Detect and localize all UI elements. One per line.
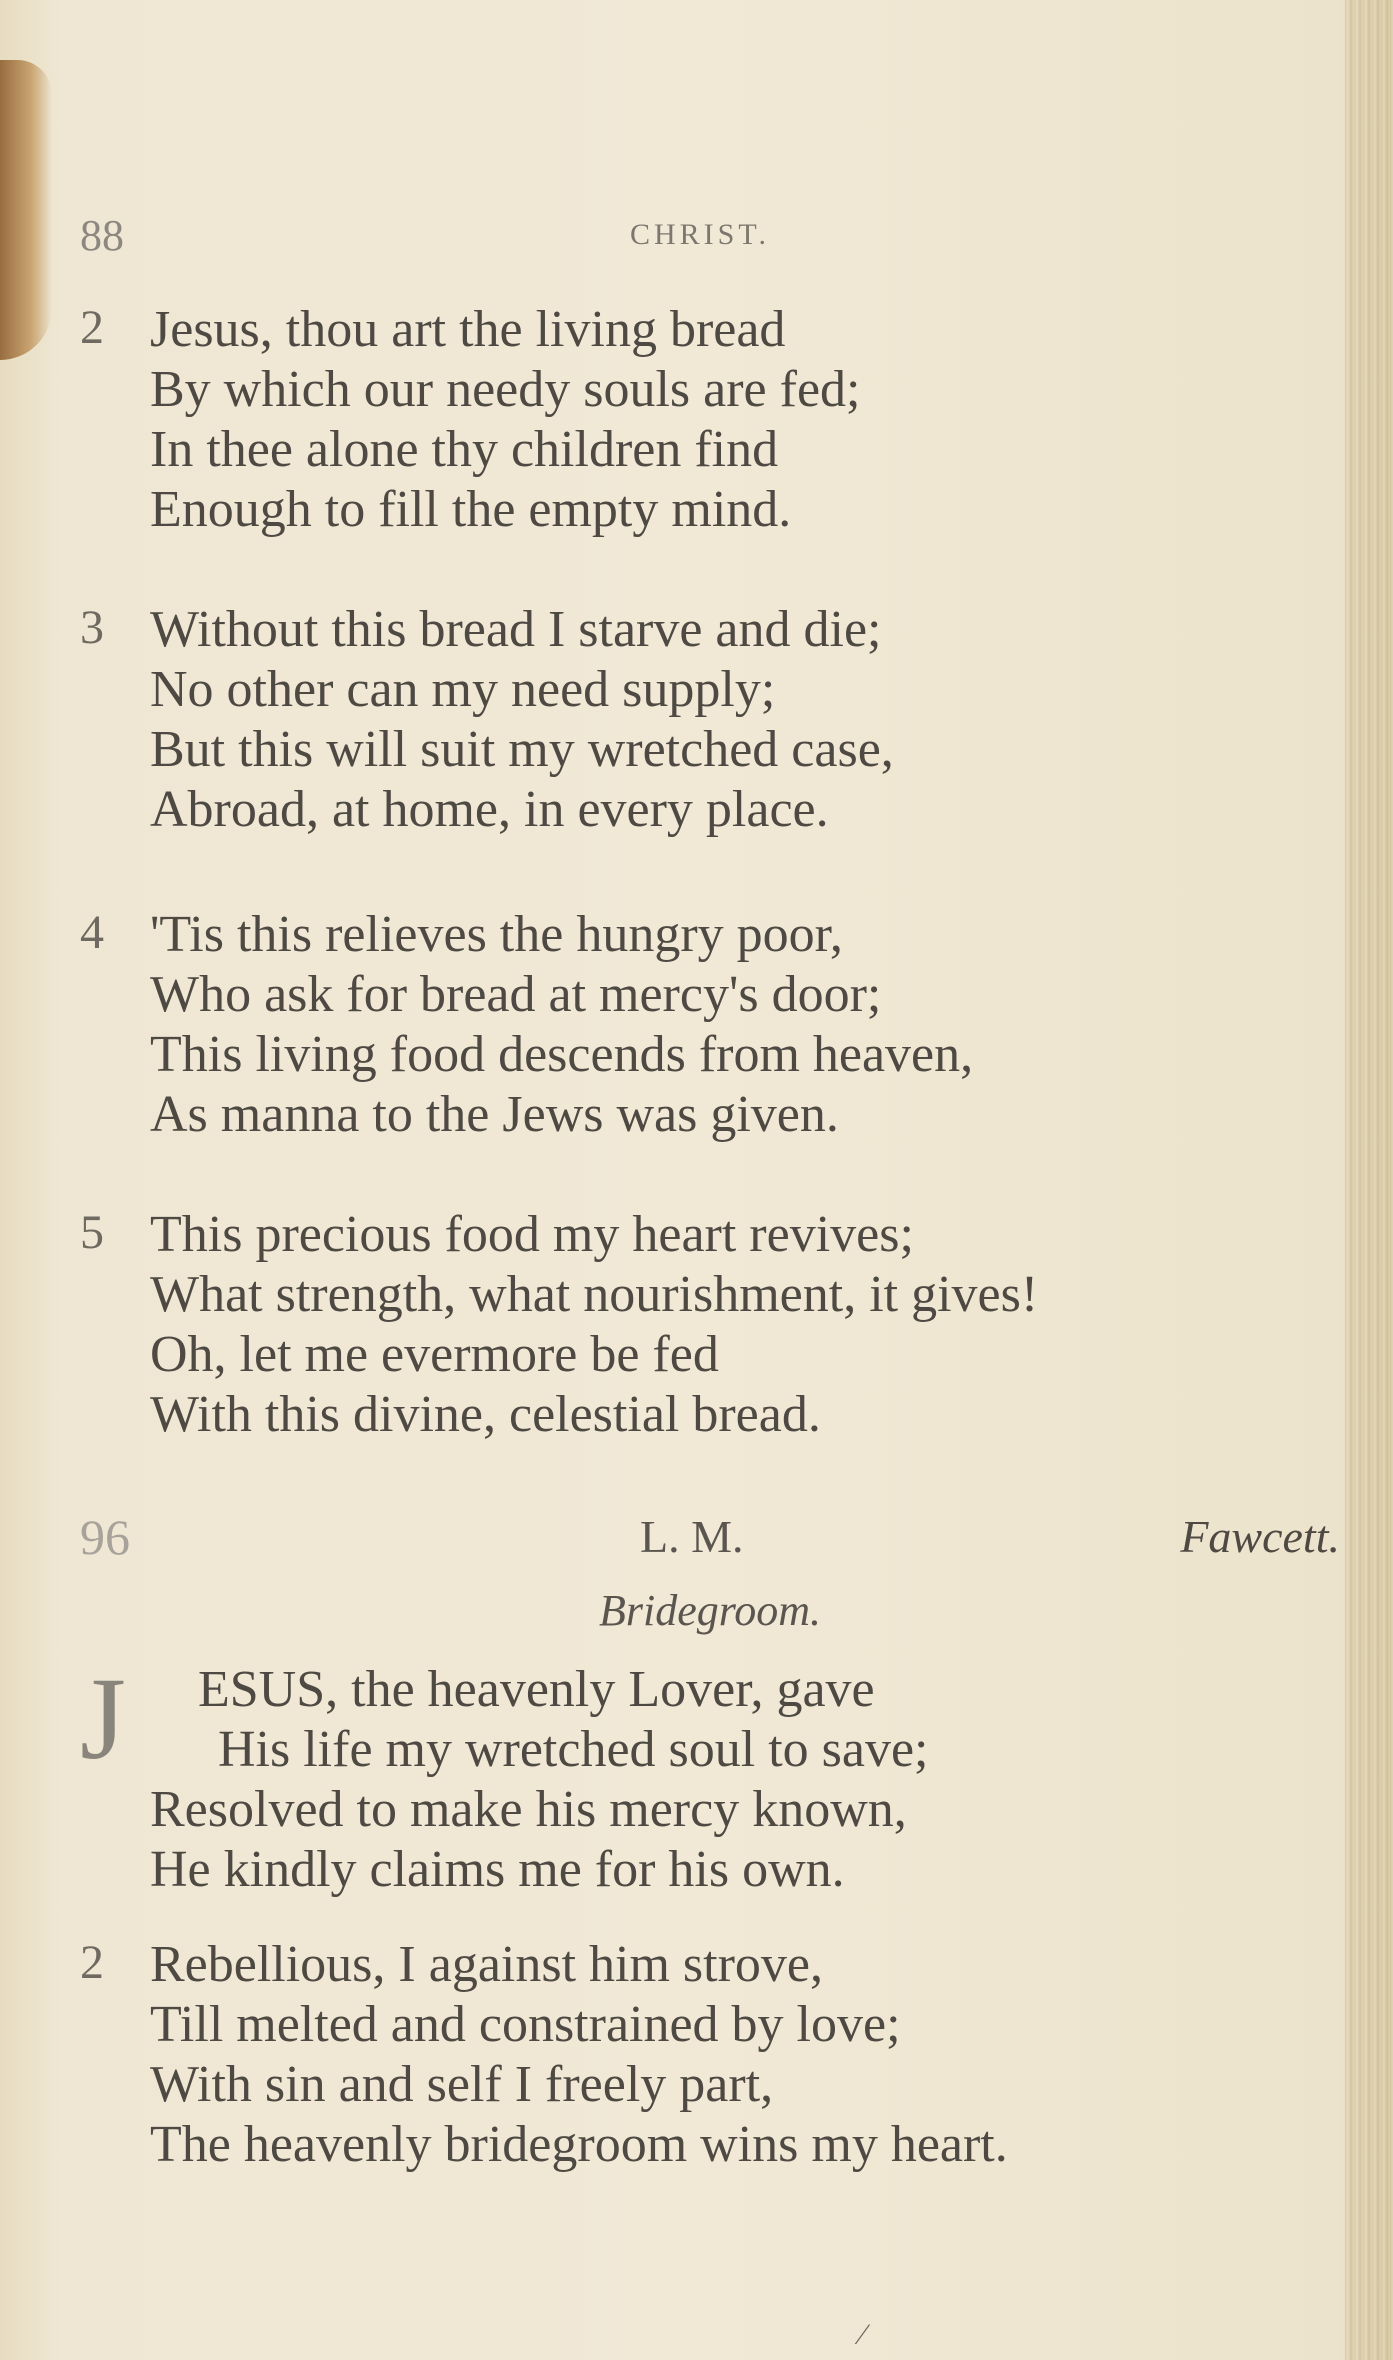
verse-line: Jesus, thou art the living bread (150, 301, 786, 358)
verse-line: This living food descends from heaven, (150, 1026, 974, 1083)
hymn-meter: L. M. (640, 1511, 744, 1562)
verse-number: 5 (80, 1206, 104, 1259)
page-number: 88 (80, 211, 124, 260)
verse-line: Resolved to make his mercy known, (150, 1781, 907, 1838)
verse-line: With this divine, celestial bread. (150, 1386, 821, 1443)
verse-line: He kindly claims me for his own. (150, 1841, 845, 1898)
verse-number: 2 (80, 1936, 104, 1989)
verse-line: With sin and self I freely part, (150, 2056, 774, 2113)
hymn-header (80, 1508, 1340, 1568)
binding-stain (0, 60, 52, 360)
page-header (80, 210, 1340, 260)
verse-line: ESUS, the heavenly Lover, gave (198, 1661, 875, 1718)
drop-cap: J (80, 1653, 126, 1784)
verse-number: 4 (80, 906, 104, 959)
verse-line: As manna to the Jews was given. (150, 1086, 839, 1143)
page-edge (1345, 0, 1393, 2360)
hymn-title: Bridegroom. (598, 1586, 822, 1635)
printer-mark: ⁄ (860, 2318, 866, 2351)
hymn-author: Fawcett. (1180, 1511, 1340, 1562)
verse-line: Enough to fill the empty mind. (150, 481, 792, 538)
verse-line: Oh, let me evermore be fed (150, 1326, 719, 1383)
verse-number: 2 (80, 301, 104, 354)
verse-number: 3 (80, 601, 104, 654)
verse-line: In thee alone thy children find (150, 421, 779, 478)
verse-line: What strength, what nourishment, it gives! (150, 1266, 1039, 1323)
verse-line: No other can my need supply; (150, 661, 776, 718)
verse-line: The heavenly bridegroom wins my heart. (150, 2116, 1008, 2173)
verse-line: Who ask for bread at mercy's door; (150, 966, 882, 1023)
verse-line: 'Tis this relieves the hungry poor, (150, 906, 843, 963)
verse-line: His life my wretched soul to save; (218, 1721, 929, 1778)
running-head: CHRIST. (630, 218, 770, 251)
verse-line: Till melted and constrained by love; (150, 1996, 901, 2053)
hymn-number: 96 (80, 1509, 130, 1565)
verse-line: Rebellious, I against him strove, (150, 1936, 824, 1993)
verse-line: This precious food my heart revives; (150, 1206, 914, 1263)
verse-line: Without this bread I starve and die; (150, 601, 882, 658)
verse-line: By which our needy souls are fed; (150, 361, 861, 418)
verse-line: Abroad, at home, in every place. (150, 781, 829, 838)
verse-line: But this will suit my wretched case, (150, 721, 894, 778)
